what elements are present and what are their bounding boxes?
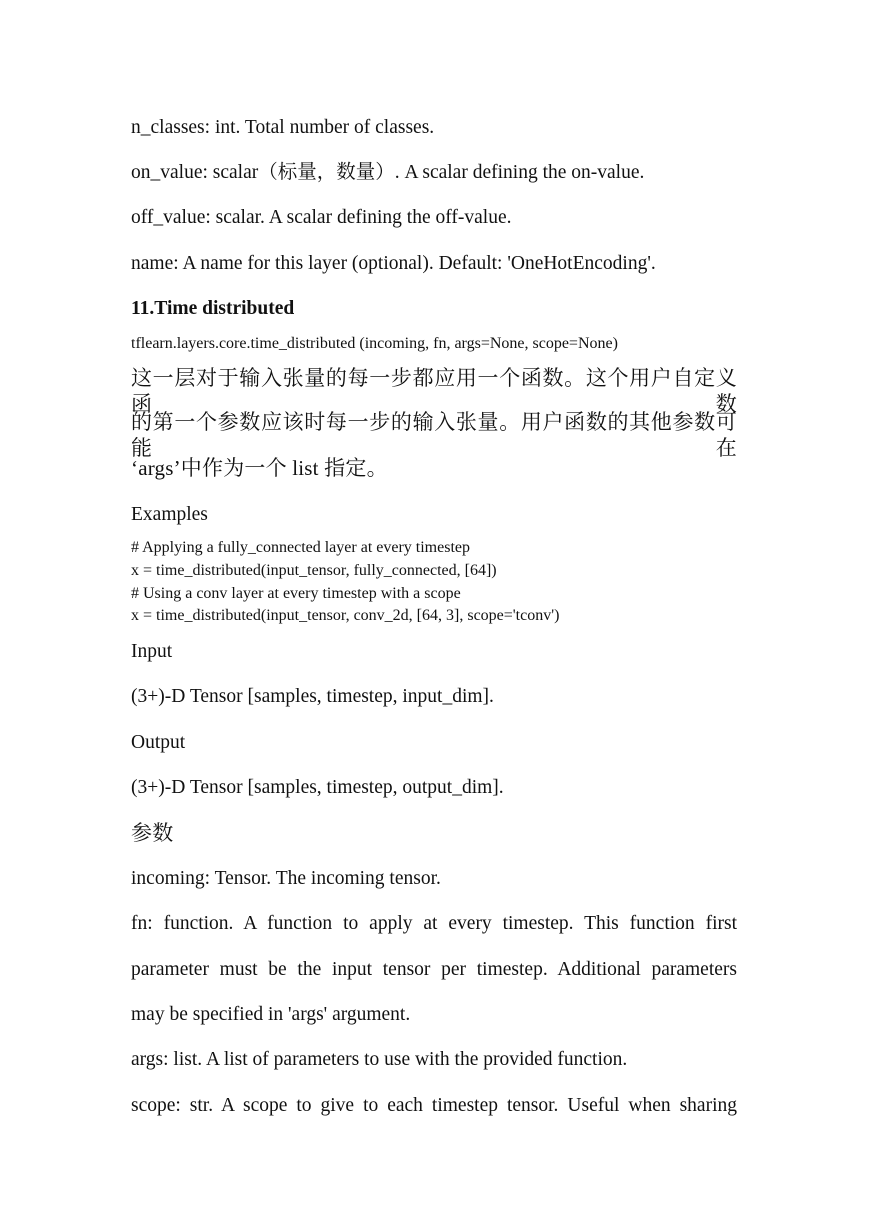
description-line-3: ‘args’中作为一个 list 指定。 [131, 456, 388, 480]
param-fn-line-2: parameter must be the input tensor per timestep. Additional parameters [131, 959, 737, 980]
code-line-1: # Applying a fully_connected layer at every timestep [131, 539, 470, 556]
output-label: Output [131, 732, 186, 753]
param-on-value: on_value: scalar（标量，数量）. A scalar defining the on-value. [131, 162, 645, 183]
param-incoming: incoming: Tensor. The incoming tensor. [131, 868, 441, 889]
param-name: name: A name for this layer (optional). Default: 'OneHotEncoding'. [131, 253, 656, 274]
code-line-4: x = time_distributed(input_tensor, conv_2d, [64, 3], scope='tconv') [131, 607, 560, 624]
param-fn-line-1: fn: function. A function to apply at every timestep. This function first [131, 913, 737, 934]
description-line-2: 的第一个参数应该时每一步的输入张量。用户函数的其他参数可能在 [131, 410, 737, 460]
param-off-value: off_value: scalar. A scalar defining the off-value. [131, 207, 512, 228]
function-signature: tflearn.layers.core.time_distributed (incoming, fn, args=None, scope=None) [131, 335, 618, 352]
code-line-2: x = time_distributed(input_tensor, fully_connected, [64]) [131, 562, 497, 579]
examples-label: Examples [131, 504, 208, 525]
param-fn-line-3: may be specified in 'args' argument. [131, 1004, 411, 1025]
param-args: args: list. A list of parameters to use with the provided function. [131, 1049, 628, 1070]
output-value: (3+)-D Tensor [samples, timestep, output_dim]. [131, 777, 504, 798]
input-value: (3+)-D Tensor [samples, timestep, input_dim]. [131, 686, 494, 707]
param-n-classes: n_classes: int. Total number of classes. [131, 117, 435, 138]
params-label: 参数 [131, 821, 174, 845]
input-label: Input [131, 641, 173, 662]
description-line-1: 这一层对于输入张量的每一步都应用一个函数。这个用户自定义函数 [131, 366, 737, 416]
param-scope: scope: str. A scope to give to each timestep tensor. Useful when sharing [131, 1095, 737, 1116]
code-line-3: # Using a conv layer at every timestep with a scope [131, 585, 461, 602]
section-heading: 11.Time distributed [131, 298, 295, 319]
